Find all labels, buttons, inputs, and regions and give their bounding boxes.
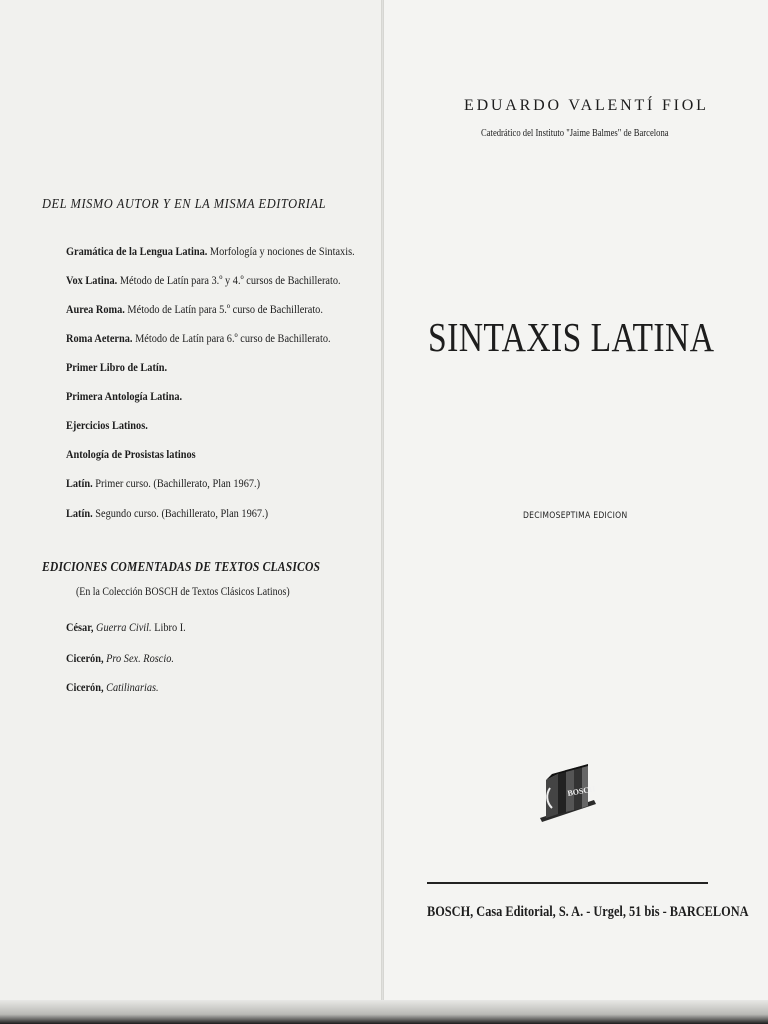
bosch-books-logo-icon xyxy=(536,760,598,826)
book-item xyxy=(66,506,268,521)
commented-author: Cicerón, xyxy=(66,651,104,665)
book-item xyxy=(66,244,355,259)
book-desc: Método de Latín para 5.º curso de Bachillerato. xyxy=(124,302,323,316)
book-item xyxy=(66,447,196,462)
book-item xyxy=(66,389,182,404)
commented-item xyxy=(66,620,186,635)
book-desc: Morfología y nociones de Sintaxis. xyxy=(207,244,355,258)
commented-author: Cicerón, xyxy=(66,680,104,694)
book-item xyxy=(66,273,341,288)
commented-work: Catilinarias. xyxy=(106,680,159,694)
book-title-main: SINTAXIS LATINA xyxy=(428,314,715,360)
logo-text: BOSCH xyxy=(566,784,596,798)
book-title: Latín. xyxy=(66,506,93,520)
section-title-same-author: DEL MISMO AUTOR Y EN LA MISMA EDITORIAL xyxy=(42,196,327,211)
collection-note: (En la Colección BOSCH de Textos Clásicos Latinos) xyxy=(76,586,290,598)
book-title: Gramática de la Lengua Latina. xyxy=(66,244,208,258)
book-item xyxy=(66,476,260,491)
author-affiliation: Catedrático del Instituto "Jaime Balmes" de Barcelona xyxy=(481,128,669,139)
page-bottom-edge xyxy=(0,1000,768,1024)
book-title: Ejercicios Latinos. xyxy=(66,418,148,432)
commented-item xyxy=(66,651,174,666)
edition-label: DECIMOSEPTIMA EDICION xyxy=(523,511,628,521)
book-desc: Segundo curso. (Bachillerato, Plan 1967.) xyxy=(92,506,269,520)
book-title: Roma Aeterna. xyxy=(66,331,133,345)
commented-work: Guerra Civil. xyxy=(96,620,152,634)
publisher-imprint: BOSCH, Casa Editorial, S. A. - Urgel, 51 bis - BARCELONA xyxy=(427,904,749,920)
commented-author: César, xyxy=(66,620,94,634)
book-item xyxy=(66,418,148,433)
book-title: Latín. xyxy=(66,476,93,490)
book-title: Primer Libro de Latín. xyxy=(66,360,168,374)
section-title-commented-editions: EDICIONES COMENTADAS DE TEXTOS CLASICOS xyxy=(42,559,321,574)
book-desc: Método de Latín para 6.º curso de Bachillerato. xyxy=(132,331,331,345)
commented-extra: Libro I. xyxy=(151,620,186,634)
book-title: Vox Latina. xyxy=(66,273,118,287)
commented-item xyxy=(66,680,159,695)
book-desc: Primer curso. (Bachillerato, Plan 1967.) xyxy=(92,476,261,490)
book-desc: Método de Latín para 3.º y 4.º cursos de Bachillerato. xyxy=(117,273,341,287)
author-name: EDUARDO VALENTÍ FIOL xyxy=(464,97,709,114)
book-title: Primera Antología Latina. xyxy=(66,389,183,403)
publisher-rule xyxy=(427,882,708,884)
book-spine xyxy=(381,0,384,1024)
book-item xyxy=(66,360,167,375)
book-title: Antología de Prosistas latinos xyxy=(66,447,196,461)
commented-work: Pro Sex. Roscio. xyxy=(106,651,174,665)
book-title: Aurea Roma. xyxy=(66,302,125,316)
book-item xyxy=(66,302,323,317)
book-item xyxy=(66,331,331,346)
